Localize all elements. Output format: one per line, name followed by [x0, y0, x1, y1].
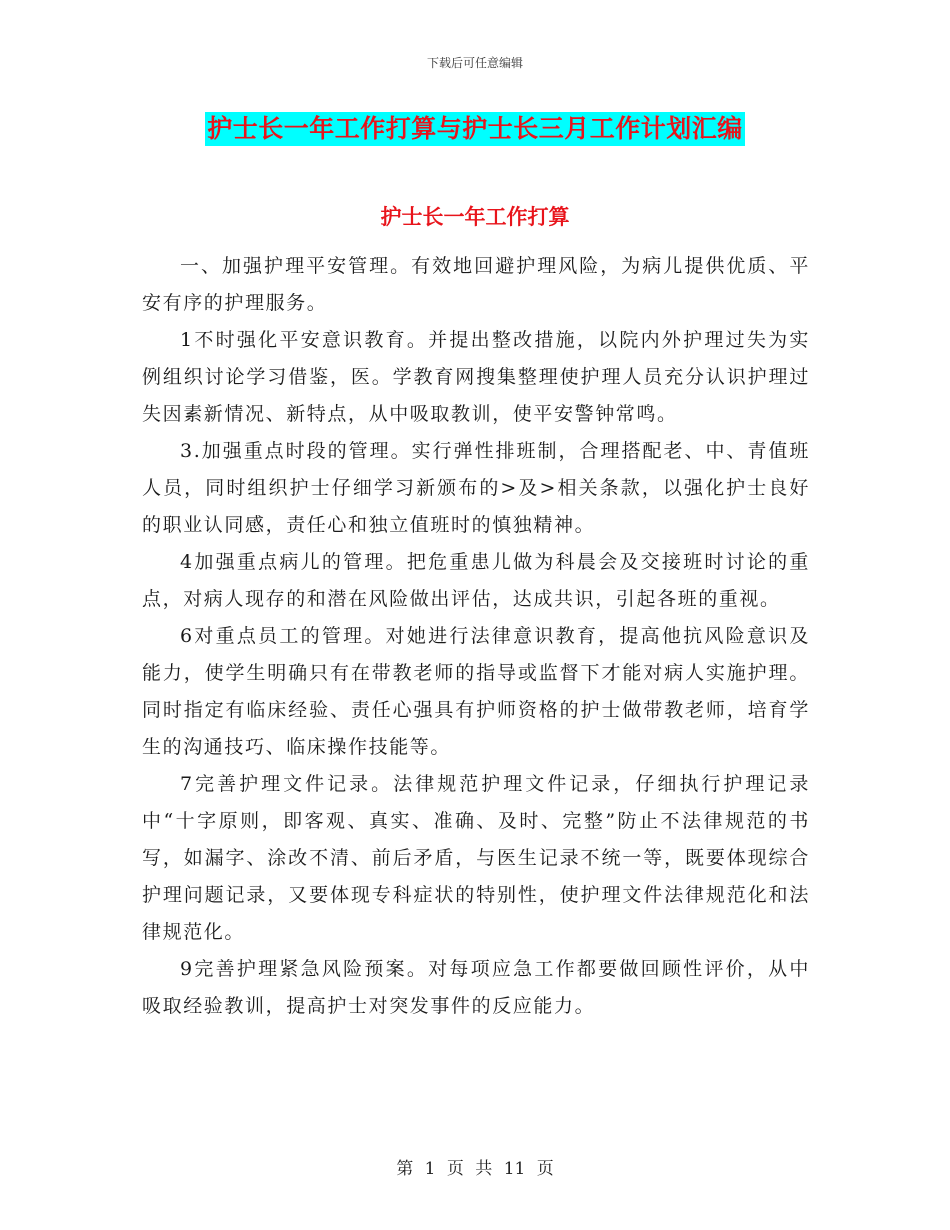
paragraph: 一、加强护理平安管理。有效地回避护理风险，为病儿提供优质、平安有序的护理服务。 [142, 255, 810, 314]
body-text [142, 248, 810, 1025]
paragraph: 9完善护理紧急风险预案。对每项应急工作都要做回顾性评价，从中吸取经验教训，提高护士对突发事件的反应能力。 [142, 958, 810, 1017]
section-title: 护士长一年工作打算 [380, 204, 570, 229]
paragraph: 1不时强化平安意识教育。并提出整改措施，以院内外护理过失为实例组织讨论学习借鉴，医。学教育网搜集整理使护理人员充分认识护理过失因素新情况、新特点，从中吸取教训，使平安警钟常鸣。 [142, 329, 810, 425]
page-footer: 第 1 页 共 11 页 [396, 1159, 554, 1179]
main-title-wrap [0, 112, 950, 146]
paragraph: 7完善护理文件记录。法律规范护理文件记录，仔细执行护理记录中“十字原则，即客观、真实、准确、及时、完整”防止不法律规范的书写，如漏字、涂改不清、前后矛盾，与医生记录不统一等，既要体现综合护理问题记录，又要体现专科症状的特别性，使护理文件法律规范化和法律规范化。 [142, 773, 810, 943]
header-note: 下载后可任意编辑 [426, 56, 523, 70]
paragraph: 4加强重点病儿的管理。把危重患儿做为科晨会及交接班时讨论的重点，对病人现存的和潜在风险做出评估，达成共识，引起各班的重视。 [142, 551, 810, 610]
paragraph: 3.加强重点时段的管理。实行弹性排班制，合理搭配老、中、青值班人员，同时组织护士仔细学习新颁布的>及>相关条款，以强化护士良好的职业认同感，责任心和独立值班时的慎独精神。 [142, 440, 810, 536]
paragraph: 6对重点员工的管理。对她进行法律意识教育，提高他抗风险意识及能力，使学生明确只有在带教老师的指导或监督下才能对病人实施护理。同时指定有临床经验、责任心强具有护师资格的护士做带教老师，培育学生的沟通技巧、临床操作技能等。 [142, 625, 810, 758]
main-title: 护士长一年工作打算与护士长三月工作计划汇编 [205, 112, 745, 146]
